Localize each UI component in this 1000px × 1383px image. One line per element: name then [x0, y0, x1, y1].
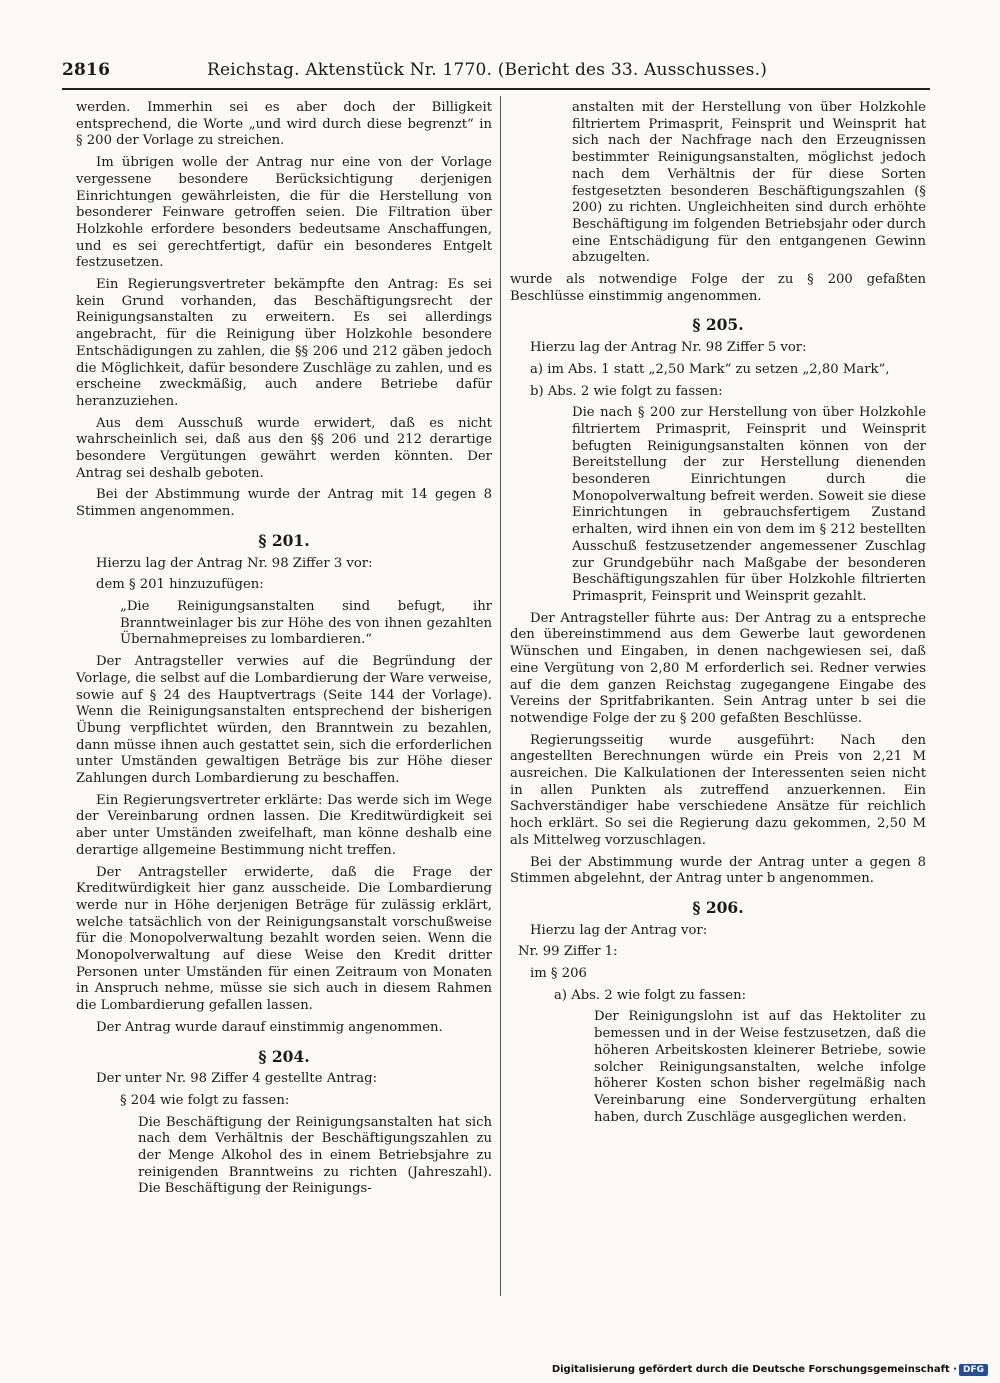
paragraph: Aus dem Ausschuß wurde erwidert, daß es nicht wahrscheinlich sei, daß aus den §§ 206 und 212 derartige besondere Vergütungen gewährt werden könnten. Der Antrag sei deshalb geboten.: [76, 415, 492, 481]
paragraph: Der Antrag wurde darauf einstimmig angenommen.: [96, 1019, 443, 1035]
quoted-text: Die Beschäftigung der Reinigungsanstalten hat sich nach dem Verhältnis der Beschäftigungszahlen zu der Menge Alkohol des in einem Betriebsjahre zu reinigenden Branntweins zu richten (Jahreszahl). Die Beschäftigung der Reinigungs-: [138, 1114, 492, 1197]
page-number: 2816: [62, 60, 111, 80]
paragraph: Bei der Abstimmung wurde der Antrag mit 14 gegen 8 Stimmen angenommen.: [76, 487, 492, 520]
section-heading-205: § 205.: [692, 315, 744, 335]
running-title: Reichstag. Aktenstück Nr. 1770. (Bericht des 33. Ausschusses.): [207, 60, 768, 80]
paragraph: Der unter Nr. 98 Ziffer 4 gestellte Antrag:: [96, 1071, 378, 1087]
right-column: [510, 100, 926, 1131]
paragraph: Regierungsseitig wurde ausgeführt: Nach den angestellten Berechnungen würde ein Preis von 2,21 M ausreichen. Die Kalkulationen der Interessenten seien nicht in allen Punkten als zutreffend anzuerkennen. Ein Sachverständiger habe verschiedene Ansätze für reichlich hoch erklärt. So sei die Regierung dazu gekommen, 2,50 M als Mittelweg vorzuschlagen.: [510, 732, 926, 848]
section-heading-204: § 204.: [258, 1046, 310, 1066]
paragraph: Bei der Abstimmung wurde der Antrag unter a gegen 8 Stimmen abgelehnt, der Antrag unter b angenommen.: [510, 854, 926, 887]
list-item: a) Abs. 2 wie folgt zu fassen:: [554, 987, 747, 1003]
paragraph: Der Antragsteller führte aus: Der Antrag zu a entspreche den übereinstimmend aus dem Gewerbe laut gewordenen Wünschen und Eingaben, in denen nachgewiesen sei, daß eine Vergütung von 2,80 M erforderlich sei. Redner verwies auf die dem ganzen Reichstag zugegangene Eingabe des Vereins der Spritfabrikanten. Sein Antrag unter b sei die notwendige Folge der zu § 200 gefaßten Beschlüsse.: [510, 610, 926, 726]
quoted-text: anstalten mit der Herstellung von über Holzkohle filtriertem Primasprit, Feinsprit und Weinsprit hat sich nach der Nachfrage nach den Erzeugnissen bestimmter Reinigungsanstalten, möglichst jedoch nach dem Verhältnis der für diese Sorten festgesetzten besonderen Beschäftigungszahlen (§ 200) zu richten. Ungleichheiten sind durch erhöhte Beschäftigung im folgenden Betriebsjahr oder durch eine Entschädigung für den entgangenen Gewinn abzugelten.: [572, 100, 926, 266]
digitization-credit: [552, 1364, 988, 1376]
paragraph: wurde als notwendige Folge der zu § 200 gefaßten Beschlüsse einstimmig angenommen.: [510, 272, 926, 304]
paragraph: dem § 201 hinzuzufügen:: [96, 577, 264, 593]
list-item: b) Abs. 2 wie folgt zu fassen:: [530, 383, 723, 399]
paragraph: Hierzu lag der Antrag Nr. 98 Ziffer 5 vor:: [530, 340, 807, 356]
page-header: [62, 58, 930, 90]
paragraph: § 204 wie folgt zu fassen:: [120, 1092, 290, 1108]
dfg-logo: DFG: [959, 1364, 988, 1376]
paragraph: Nr. 99 Ziffer 1:: [518, 944, 618, 960]
paragraph: werden. Immerhin sei es aber doch der Billigkeit entsprechend, die Worte „und wird durch diese begrenzt“ in § 200 der Vorlage zu streichen.: [76, 100, 492, 149]
credit-text: Digitalisierung gefördert durch die Deutsche Forschungsgemeinschaft ·: [551, 1364, 957, 1375]
column-divider: [500, 96, 501, 1296]
paragraph: Ein Regierungsvertreter erklärte: Das werde sich im Wege der Vereinbarung ordnen lassen. Die Kreditwürdigkeit sei aber unter Umständen zweifelhaft, man könne deshalb eine derartige allgemeine Bestimmung nicht treffen.: [76, 792, 492, 858]
section-heading-201: § 201.: [258, 530, 310, 550]
quoted-text: Der Reinigungslohn ist auf das Hektoliter zu bemessen und in der Weise festzusetzen, daß die höheren Arbeitskosten kleinerer Betriebe, sowie solcher Reinigungsanstalten, welche infolge höherer Kosten schon bisher regelmäßig nach Vereinbarung eine Sondervergütung erhalten haben, durch Zuschläge ausgeglichen werden.: [594, 1009, 926, 1125]
quoted-text: Die nach § 200 zur Herstellung von über Holzkohle filtriertem Primasprit, Feinsprit und Weinsprit befugten Reinigungsanstalten können von der Bereitstellung der zur Herstellung dienenden besonderen Einrichtungen durch die Monopolverwaltung befreit werden. Soweit sie diese Einrichtungen in gebrauchsfertigem Zustand erhalten, wird ihnen ein von dem im § 212 bestellten Ausschuß festzusetzender angemessener Zuschlag zur Grundgebühr nach Maßgabe der besonderen Beschäftigungszahlen für über Holzkohle filtrierten Primasprit, Feinsprit und Weinsprit gezahlt.: [572, 405, 926, 604]
list-item: a) im Abs. 1 statt „2,50 Mark“ zu setzen „2,80 Mark“,: [530, 361, 890, 377]
quoted-text: „Die Reinigungsanstalten sind befugt, ihr Branntweinlager bis zur Höhe des von ihnen gezahlten Übernahmepreises zu lombardieren.“: [120, 598, 492, 648]
left-column: [76, 100, 492, 1203]
paragraph: Der Antragsteller erwiderte, daß die Frage der Kreditwürdigkeit hier ganz ausscheide. Die Lombardierung werde nur in Höhe derjenigen Beträge für zulässig erklärt, welche tatsächlich von der Reinigungsanstalt vorschußweise für die Monopolverwaltung bezahlt worden seien. Wenn die Monopolverwaltung auf diese Weise den Kredit dritter Personen unter Umständen für einen Zeitraum von Monaten in Anspruch nehme, müsse sie sich auch in diesem Rahmen die Lombardierung gefallen lassen.: [76, 864, 492, 1014]
paragraph: im § 206: [530, 966, 587, 982]
paragraph: Im übrigen wolle der Antrag nur eine von der Vorlage vergessene besondere Berücksichtigung derjenigen Einrichtungen gewährleisten, die für die Herstellung von besonderer Feinware getroffen seien. Die Filtration über Holzkohle erfordere besonders bedeutsame Anschaffungen, und es sei gerechtfertigt, dafür ein besonderes Entgelt festzusetzen.: [76, 155, 492, 271]
paragraph: Hierzu lag der Antrag Nr. 98 Ziffer 3 vor:: [96, 555, 373, 571]
section-heading-206: § 206.: [692, 897, 744, 917]
paragraph: Der Antragsteller verwies auf die Begründung der Vorlage, die selbst auf die Lombardierung der Ware verweise, sowie auf § 24 des Hauptvertrags (Seite 144 der Vorlage). Wenn die Reinigungsanstalten entsprechend der bisherigen Übung verpflichtet würden, den Branntwein zu bezahlen, dann müsse ihnen auch gestattet sein, sich die erforderlichen unter Umständen gewaltigen Beträge bis zur Höhe dieser Zahlungen durch Lombardierung zu beschaffen.: [76, 654, 492, 787]
paragraph: Hierzu lag der Antrag vor:: [530, 922, 708, 938]
paragraph: Ein Regierungsvertreter bekämpfte den Antrag: Es sei kein Grund vorhanden, das Beschäftigungsrecht der Reinigungsanstalten zu erweitern. Es sei allerdings angebracht, für die Reinigung über Holzkohle besondere Entschädigungen zu zahlen, die §§ 206 und 212 gäben jedoch die Möglichkeit, dafür besondere Zuschläge zu zahlen, und es erscheine zweckmäßig, auch andere Betriebe dafür heranzuziehen.: [76, 277, 492, 409]
